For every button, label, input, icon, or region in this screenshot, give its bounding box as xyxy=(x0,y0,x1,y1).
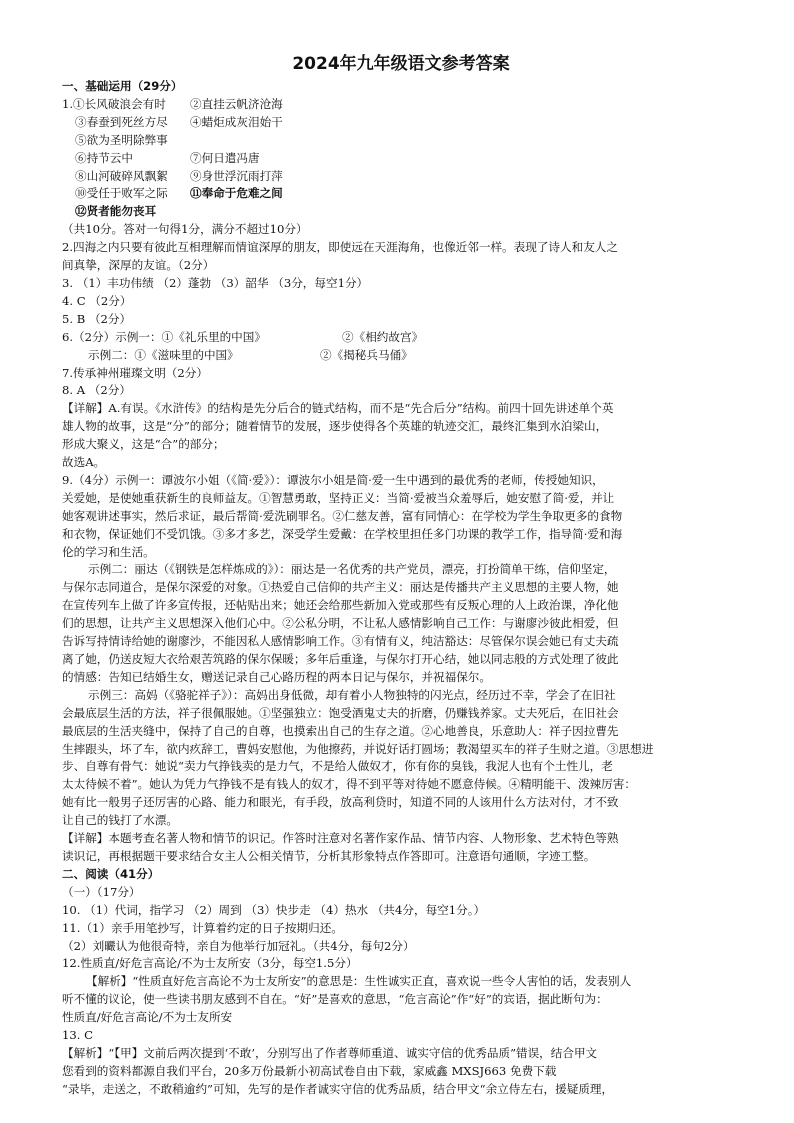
q8-detail-line: 形成大聚义，这是“合”的部分； xyxy=(62,437,225,452)
q9-example-3-line: 她有比一般男子还厉害的心路、能力和眼光，有手段，放高利贷时，知道不同的人该用什么方法对付，才不致 xyxy=(62,795,619,810)
q9-example-3-line: 步、自尊有骨气：她说“卖力气挣钱卖的是力气，不是给人做奴才，你有你的臭钱，我泥人也有个土性儿，老 xyxy=(62,759,613,774)
q9-example-1-line: 伦的学习和生活。 xyxy=(62,544,155,559)
q9-detail-line: 读识记，再根据题干要求结合女主人公相关情节，分析其形象特点作答即可。注意语句通顺，字迹工整。 xyxy=(62,848,596,863)
q1-answer: ⑨身世浮沉雨打萍 xyxy=(190,168,283,183)
q1-row-7: ⑫贤者能勿丧耳 xyxy=(75,204,157,219)
q9-example-1-line: 关爱她，是使她重获新生的良师益友。①智慧勇敢，坚持正义：当简·爱被当众羞辱后，她安慰了简·爱，并让 xyxy=(62,490,615,505)
q8-detail-line: 【详解】A.有误。《水浒传》的结构是先分后合的链式结构，而不是“先合后分”结构。前四十回先讲述单个英 xyxy=(62,401,614,416)
q9-example-2-line: 们的思想，让共产主义思想深入他们心中。②公私分明，不让私人感情影响自己工作：与谢廖沙彼此相爱，但 xyxy=(62,616,619,631)
q12-analysis-line: 性质直/好危言高论/不为士友所安 xyxy=(62,1010,233,1025)
q1-row-6 xyxy=(62,185,740,203)
q9-example-3-line: 示例三：高妈（《骆驼祥子》）：高妈出身低微，却有着小人物独特的闪光点，经历过不幸，学会了在旧社 xyxy=(88,687,616,702)
q1-row-3: ⑤欲为圣明除弊事 xyxy=(75,132,168,147)
q6-example: ②《相约故宫》 xyxy=(342,329,424,344)
q1-answer: ④蜡炬成灰泪始干 xyxy=(190,114,283,129)
q6-example: 6.（2分）示例一：①《礼乐里的中国》 xyxy=(62,329,266,344)
q11-answer: （2）刘曮认为他很奇特，亲自为他举行加冠礼。（共4分，每句2分） xyxy=(62,938,415,953)
q2-line: 间真挚，深厚的友谊。（2分） xyxy=(62,258,215,273)
q13-analysis-line: “录毕，走送之，不敢稍逾约”可知，先写的是作者诚实守信的优秀品质，结合甲文“余立侍左右，援疑质理， xyxy=(62,1081,614,1096)
q9-example-3-line: 生摔跟头，坏了车，欲内疚辞工，曹妈安慰他，为他擦药，并说好话打圆场；教渴望买车的祥子生财之道。③思想进 xyxy=(62,741,654,756)
q1-row-5 xyxy=(62,168,740,186)
q3-answer: 3. （1）丰功伟绩 （2）蓬勃 （3）韶华 （3分，每空1分） xyxy=(62,275,369,290)
q6-row-2 xyxy=(62,347,740,365)
q9-example-2-line: 与保尔志同道合，是保尔深爱的对象。①热爱自己信仰的共产主义：丽达是传播共产主义思想的主要人物，她 xyxy=(62,580,619,595)
q6-example: 示例二：①《滋味里的中国》 xyxy=(88,347,239,362)
q12-analysis-line: 【解析】“性质直好危言高论不为士友所安”的意思是：生性诚实正直，喜欢说一些令人害怕的话，发表别人 xyxy=(86,974,632,989)
q9-example-2-line: 告诉写持情诗给她的谢廖沙，不能因私人感情影响工作。③有情有义，纯洁豁达：尽管保尔误会她已有丈夫疏 xyxy=(62,634,619,649)
q9-example-3-line: 最底层的生活夹缝中，保持了自己的自尊，也摸索出自己的生存之道。②心地善良，乐意助人：祥子因拉曹先 xyxy=(62,723,619,738)
q8-detail-line: 故选A。 xyxy=(62,455,106,470)
q13-answer: 13. C xyxy=(62,1028,93,1043)
q9-example-2-line: 离了她，仍送皮短大衣给艰苦筑路的保尔保暖；多年后重逢，与保尔打开心结，她以同志般的方式处理了彼此 xyxy=(62,652,619,666)
page-title: 2024年九年级语文参考答案 xyxy=(292,54,510,74)
q1-answer: ⑧山河破碎风飘絮 xyxy=(75,168,168,183)
subsection-heading: （一）（17分） xyxy=(62,884,141,899)
q6-row-1 xyxy=(62,329,740,347)
watermark-line: 您看到的资料都源自我们平台，20多万份最新小初高试卷自由下载，家威鑫 MXSJ663 免费下载 xyxy=(62,1063,557,1078)
q6-example: ②《揭秘兵马俑》 xyxy=(320,347,413,362)
q9-example-3-line: 让自己的钱打了水漂。 xyxy=(62,813,178,828)
section-heading-basics: 一、基础运用（29分） xyxy=(62,79,183,93)
q1-answer: ⑩受任于败军之际 xyxy=(75,186,168,201)
q9-example-3-line: 太太待候不着”。她认为凭力气挣钱不是有钱人的奴才，得不到平等对待她不愿意侍候。④精明能干、泼辣厉害： xyxy=(62,777,637,792)
q9-example-2-line: 在宣传列车上做了许多宣传报，还帖贴出来；她还会给那些新加入党或那些有反叛心理的人上政治课，净化他 xyxy=(62,598,619,613)
q1-answer: 1.①长风破浪会有时 xyxy=(62,96,166,111)
q2-line: 2.四海之内只要有彼此互相理解而情谊深厚的朋友，即使远在天涯海角，也像近邻一样。表现了诗人和友人之 xyxy=(62,240,618,255)
q8-answer: 8. A （2分） xyxy=(62,383,131,398)
section-heading-reading: 二、阅读（41分） xyxy=(62,866,160,881)
q9-example-3-line: 会最底层生活的方法，祥子很佩服她。①坚强独立：饱受酒鬼丈夫的折磨，仍赚钱养家。丈夫死后，在旧社会 xyxy=(62,705,619,720)
q8-detail-line: 雄人物的故事，这是“分”的部分；随着情节的发展，逐步使得各个英雄的轨迹交汇，最终汇集到水泊梁山， xyxy=(62,419,608,434)
q13-analysis-line: 【解析】“【甲】文前后两次提到‘不敢’，分别写出了作者尊师重道、诚实守信的优秀品质”错误，结合甲文 xyxy=(62,1045,598,1060)
q9-example-1-line: 9.（4分）示例一：谭波尔小姐（《简·爱》）：谭波尔小姐是简·爱一生中遇到的最优秀的老师，传授她知识， xyxy=(62,472,604,487)
q12-answer: 12.性质直/好危言高论/不为士友所安（3分，每空1.5分） xyxy=(62,956,358,971)
q1-answer: ⑥持节云中 xyxy=(75,150,133,165)
q1-row-1 xyxy=(62,96,740,114)
q1-answer: ②直挂云帆济沧海 xyxy=(190,96,283,111)
q11-answer: 11.（1）亲手用笔抄写，计算着约定的日子按期归还。 xyxy=(62,920,343,935)
q1-row-2 xyxy=(62,114,740,132)
q1-row-4 xyxy=(62,150,740,168)
q9-example-1-line: 和衣物，保证她们不受饥饿。③多才多艺，深受学生爱戴：在学校里担任多门功课的教学工作，指导简·爱和海 xyxy=(62,526,623,541)
q12-analysis-line: 听不懂的议论，使一些读书朋友感到不自在。“好”是喜欢的意思，“危言高论”作“好”的宾语，据此断句为： xyxy=(62,992,608,1007)
q1-answer: ⑪奉命于危难之间 xyxy=(190,186,283,201)
q10-answer: 10. （1）代词，指学习 （2）周到 （3）快步走 （4）热水 （共4分，每空1分。） xyxy=(62,902,486,917)
q9-example-2-line: 的情感：告知已结婚生女，赠送记录自己心路历程的两本日记与保尔，并祝福保尔。 xyxy=(62,669,491,684)
q1-scoring-note: （共10分。答对一句得1分，满分不超过10分） xyxy=(62,222,308,237)
q9-example-2-line: 示例二：丽达（《钢铁是怎样炼成的》）：丽达是一名优秀的共产党员，漂亮，打扮简单干练，信仰坚定， xyxy=(88,562,616,577)
q1-answer: ③春蚕到死丝方尽 xyxy=(75,114,168,129)
q7-answer: 7.传承神州璀璨文明（2分） xyxy=(62,365,208,380)
answer-document xyxy=(62,52,740,1099)
q9-example-1-line: 她客观讲述事实，然后求证，最后帮简·爱洗刷罪名。②仁慈友善，富有同情心：在学校为学生争取更多的食物 xyxy=(62,508,623,523)
q4-answer: 4. C （2分） xyxy=(62,293,132,308)
q5-answer: 5. B （2分） xyxy=(62,311,132,326)
q9-detail-line: 【详解】本题考查名著人物和情节的识记。作答时注意对名著作家作品、情节内容、人物形象、艺术特色等熟 xyxy=(62,831,619,846)
q1-answer: ⑦何日遣冯唐 xyxy=(190,150,260,165)
